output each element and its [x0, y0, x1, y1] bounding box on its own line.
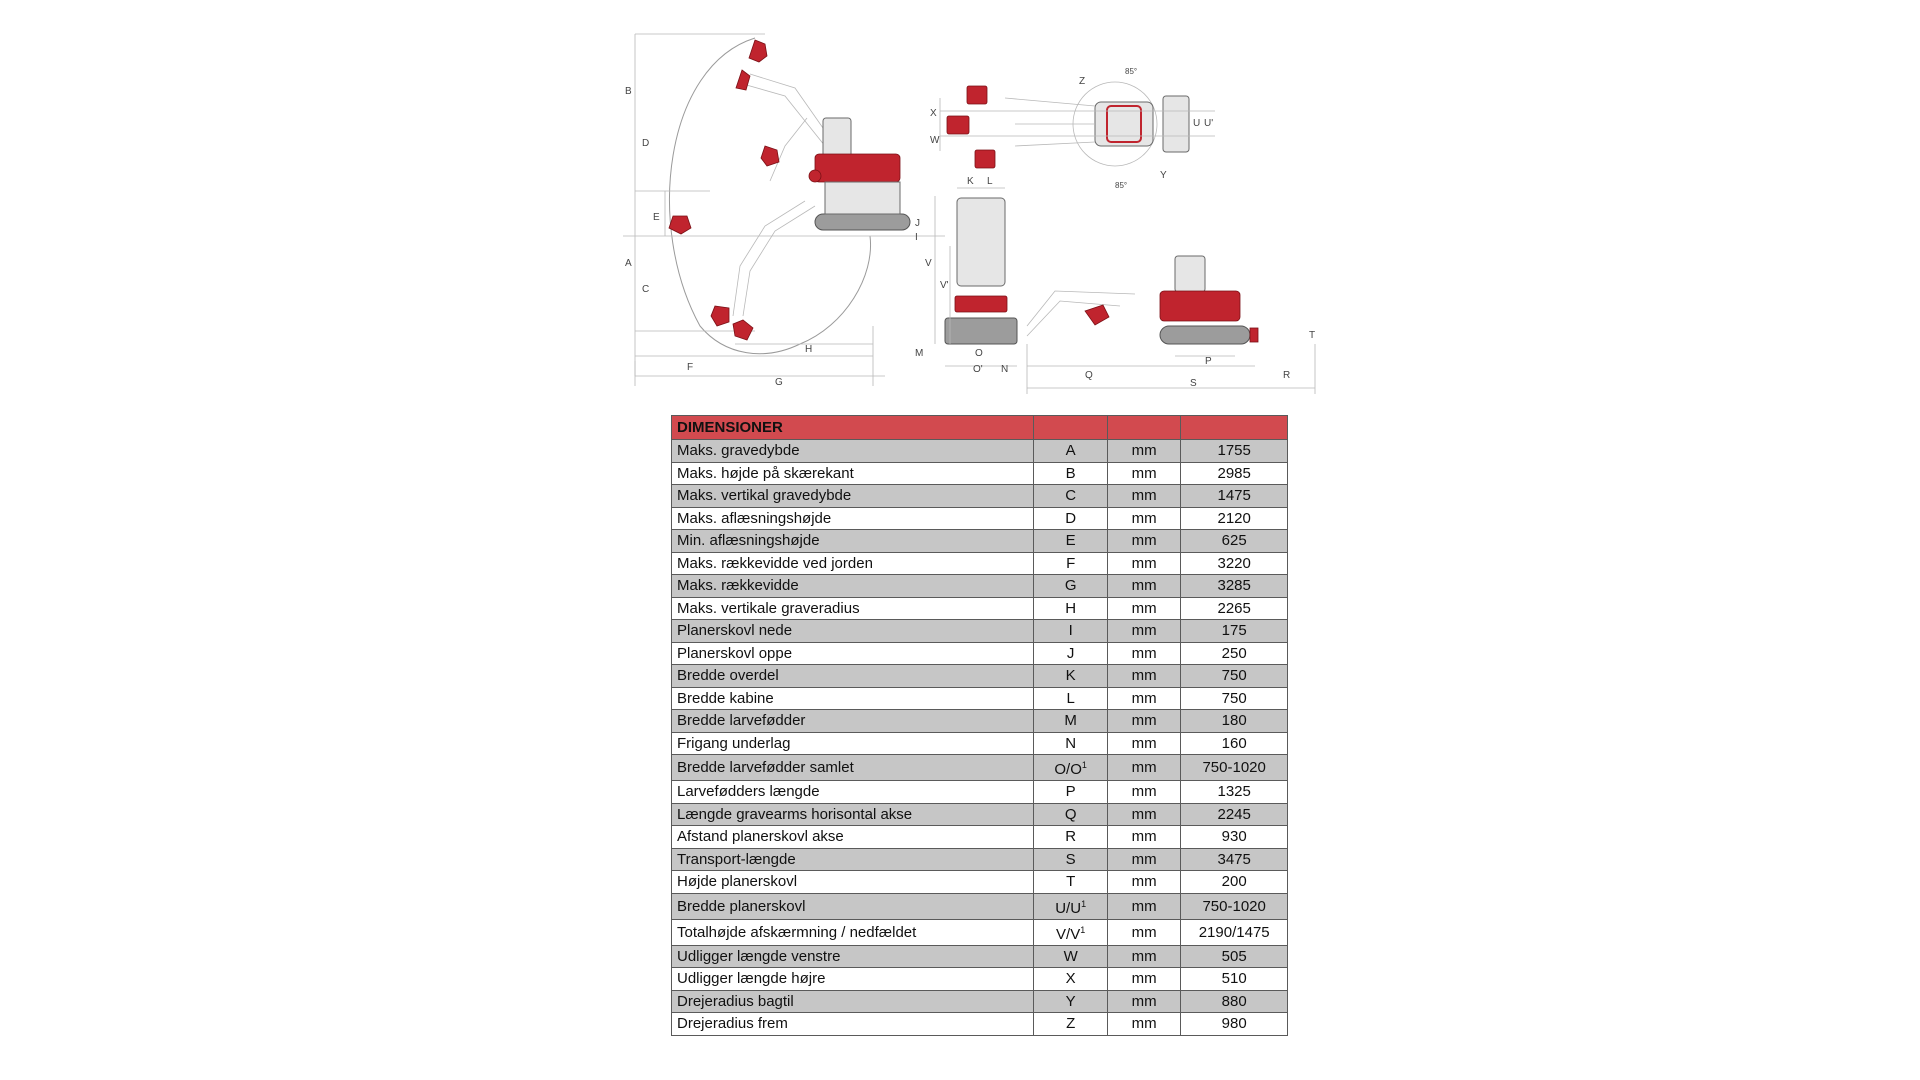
row-value: 880 — [1181, 990, 1288, 1013]
table-row — [672, 945, 1288, 968]
label-angle-top: 85° — [1125, 67, 1138, 76]
table-row — [672, 485, 1288, 508]
row-code: J — [1034, 642, 1108, 665]
label-side-I: I — [915, 232, 918, 243]
label-trans-S: S — [1190, 378, 1197, 389]
row-code: S — [1034, 848, 1108, 871]
row-unit: mm — [1107, 575, 1180, 598]
row-label: Frigang underlag — [672, 732, 1034, 755]
row-code-text: V/V — [1056, 925, 1081, 943]
row-unit: mm — [1107, 530, 1180, 553]
row-code: F — [1034, 552, 1108, 575]
row-code: H — [1034, 597, 1108, 620]
row-unit: mm — [1107, 552, 1180, 575]
row-value: 250 — [1181, 642, 1288, 665]
row-value: 505 — [1181, 945, 1288, 968]
label-side-C: C — [642, 284, 650, 295]
row-label: Drejeradius frem — [672, 1013, 1034, 1036]
row-label: Udligger længde venstre — [672, 945, 1034, 968]
label-top-W: W — [930, 135, 940, 146]
label-side-F: F — [687, 362, 694, 373]
row-value: 175 — [1181, 620, 1288, 643]
label-top-U-prime: U' — [1204, 118, 1214, 129]
row-unit: mm — [1107, 687, 1180, 710]
row-code: K — [1034, 665, 1108, 688]
row-label: Maks. rækkevidde — [672, 575, 1034, 598]
label-side-H: H — [805, 344, 813, 355]
label-top-U: U — [1193, 118, 1201, 129]
table-row — [672, 552, 1288, 575]
row-unit: mm — [1107, 440, 1180, 463]
row-unit: mm — [1107, 665, 1180, 688]
row-label: Længde gravearms horisontal akse — [672, 803, 1034, 826]
label-side-J: J — [915, 218, 920, 229]
row-value: 1325 — [1181, 781, 1288, 804]
table-row — [672, 968, 1288, 991]
label-front-L: L — [987, 176, 993, 187]
row-code: X — [1034, 968, 1108, 991]
row-value: 200 — [1181, 871, 1288, 894]
row-unit: mm — [1107, 597, 1180, 620]
row-unit: mm — [1107, 803, 1180, 826]
label-front-O-prime: O' — [973, 364, 983, 375]
row-value: 750-1020 — [1181, 893, 1288, 919]
row-unit: mm — [1107, 710, 1180, 733]
row-label: Totalhøjde afskærmning / nedfældet — [672, 919, 1034, 945]
row-code: Z — [1034, 1013, 1108, 1036]
row-value: 2190/1475 — [1181, 919, 1288, 945]
row-value: 1475 — [1181, 485, 1288, 508]
row-unit: mm — [1107, 919, 1180, 945]
table-row — [672, 440, 1288, 463]
table-row — [672, 665, 1288, 688]
row-code: R — [1034, 826, 1108, 849]
header-empty-unit — [1107, 416, 1180, 440]
row-label: Højde planerskovl — [672, 871, 1034, 894]
row-code: I — [1034, 620, 1108, 643]
row-label: Transport-længde — [672, 848, 1034, 871]
row-label: Min. aflæsningshøjde — [672, 530, 1034, 553]
label-front-N: N — [1001, 364, 1009, 375]
label-top-Y: Y — [1160, 170, 1167, 181]
header-empty-code — [1034, 416, 1108, 440]
row-unit: mm — [1107, 1013, 1180, 1036]
row-label: Bredde larvefødder samlet — [672, 755, 1034, 781]
table-header-row — [672, 416, 1288, 440]
table-row — [672, 620, 1288, 643]
row-value: 750-1020 — [1181, 755, 1288, 781]
row-unit: mm — [1107, 507, 1180, 530]
row-value: 2120 — [1181, 507, 1288, 530]
row-label: Maks. gravedybde — [672, 440, 1034, 463]
row-code: C — [1034, 485, 1108, 508]
table-row — [672, 642, 1288, 665]
label-side-B: B — [625, 86, 632, 97]
label-trans-R: R — [1283, 370, 1291, 381]
label-front-K: K — [967, 176, 974, 187]
row-value: 2985 — [1181, 462, 1288, 485]
row-code: B — [1034, 462, 1108, 485]
table-row — [672, 893, 1288, 919]
row-code: N — [1034, 732, 1108, 755]
row-code: G — [1034, 575, 1108, 598]
table-row — [672, 803, 1288, 826]
dimension-diagram — [615, 26, 1355, 396]
bucket-top — [749, 40, 767, 62]
row-label: Planerskovl nede — [672, 620, 1034, 643]
row-code: D — [1034, 507, 1108, 530]
row-label: Maks. højde på skærekant — [672, 462, 1034, 485]
row-code-superscript: 1 — [1081, 760, 1087, 770]
label-angle-bottom: 85° — [1115, 181, 1128, 190]
row-code-superscript: 1 — [1080, 924, 1086, 935]
row-label: Planerskovl oppe — [672, 642, 1034, 665]
row-label: Maks. rækkevidde ved jorden — [672, 552, 1034, 575]
row-value: 2265 — [1181, 597, 1288, 620]
row-unit: mm — [1107, 871, 1180, 894]
row-value: 625 — [1181, 530, 1288, 553]
table-row — [672, 530, 1288, 553]
row-unit: mm — [1107, 620, 1180, 643]
table-row — [672, 732, 1288, 755]
front-view — [915, 176, 1017, 375]
table-title: DIMENSIONER — [672, 416, 1034, 440]
label-front-V: V — [925, 258, 932, 269]
label-side-G: G — [775, 377, 783, 388]
row-value: 3475 — [1181, 848, 1288, 871]
label-trans-P: P — [1205, 356, 1212, 367]
row-unit: mm — [1107, 642, 1180, 665]
row-value: 3285 — [1181, 575, 1288, 598]
row-unit: mm — [1107, 781, 1180, 804]
row-label: Bredde kabine — [672, 687, 1034, 710]
row-label: Bredde overdel — [672, 665, 1034, 688]
row-code: P — [1034, 781, 1108, 804]
row-code: W — [1034, 945, 1108, 968]
label-front-M: M — [915, 348, 924, 359]
row-code: L — [1034, 687, 1108, 710]
row-label: Drejeradius bagtil — [672, 990, 1034, 1013]
table-row — [672, 781, 1288, 804]
row-code-text: O/O — [1054, 761, 1082, 778]
row-code — [1034, 755, 1108, 781]
row-unit: mm — [1107, 893, 1180, 919]
row-unit: mm — [1107, 848, 1180, 871]
table-row — [672, 687, 1288, 710]
side-view-reach — [623, 34, 945, 388]
row-unit: mm — [1107, 990, 1180, 1013]
row-label: Maks. vertikale graveradius — [672, 597, 1034, 620]
top-view — [930, 67, 1215, 190]
label-side-D: D — [642, 138, 650, 149]
row-label: Maks. vertikal gravedybde — [672, 485, 1034, 508]
row-unit: mm — [1107, 968, 1180, 991]
table-row — [672, 826, 1288, 849]
table-row — [672, 919, 1288, 945]
table-row — [672, 848, 1288, 871]
table-row — [672, 575, 1288, 598]
row-value: 750 — [1181, 687, 1288, 710]
row-unit: mm — [1107, 485, 1180, 508]
row-value: 510 — [1181, 968, 1288, 991]
row-value: 180 — [1181, 710, 1288, 733]
row-code: E — [1034, 530, 1108, 553]
row-code: M — [1034, 710, 1108, 733]
row-label: Udligger længde højre — [672, 968, 1034, 991]
label-trans-T: T — [1309, 330, 1316, 341]
row-code — [1034, 893, 1108, 919]
row-unit: mm — [1107, 945, 1180, 968]
table-row — [672, 597, 1288, 620]
row-code — [1034, 919, 1108, 945]
label-side-E: E — [653, 212, 660, 223]
row-unit: mm — [1107, 732, 1180, 755]
table-row — [672, 507, 1288, 530]
label-trans-Q: Q — [1085, 370, 1093, 381]
row-value: 2245 — [1181, 803, 1288, 826]
row-code: Q — [1034, 803, 1108, 826]
table-row — [672, 871, 1288, 894]
row-value: 750 — [1181, 665, 1288, 688]
label-front-V-prime: V' — [940, 280, 949, 291]
row-code: A — [1034, 440, 1108, 463]
row-code: T — [1034, 871, 1108, 894]
row-unit: mm — [1107, 826, 1180, 849]
row-value: 160 — [1181, 732, 1288, 755]
row-label: Maks. aflæsningshøjde — [672, 507, 1034, 530]
row-label: Bredde larvefødder — [672, 710, 1034, 733]
row-code-superscript: 1 — [1081, 898, 1087, 909]
row-unit: mm — [1107, 755, 1180, 781]
table-row — [672, 1013, 1288, 1036]
row-label: Afstand planerskovl akse — [672, 826, 1034, 849]
table-row — [672, 990, 1288, 1013]
dimensions-table — [671, 415, 1288, 1036]
header-empty-value — [1181, 416, 1288, 440]
transport-view — [1027, 256, 1315, 394]
row-unit: mm — [1107, 462, 1180, 485]
row-label: Bredde planerskovl — [672, 893, 1034, 919]
table-row — [672, 462, 1288, 485]
row-value: 3220 — [1181, 552, 1288, 575]
label-top-Z: Z — [1079, 76, 1086, 87]
row-value: 980 — [1181, 1013, 1288, 1036]
label-front-O: O — [975, 348, 983, 359]
row-value: 930 — [1181, 826, 1288, 849]
row-code: Y — [1034, 990, 1108, 1013]
label-side-A: A — [625, 258, 632, 269]
row-code-text: U/U — [1055, 899, 1082, 917]
excavator-diagram-svg — [615, 26, 1355, 396]
table-row — [672, 755, 1288, 781]
label-top-X: X — [930, 108, 937, 119]
row-label: Larvefødders længde — [672, 781, 1034, 804]
table-row — [672, 710, 1288, 733]
row-value: 1755 — [1181, 440, 1288, 463]
